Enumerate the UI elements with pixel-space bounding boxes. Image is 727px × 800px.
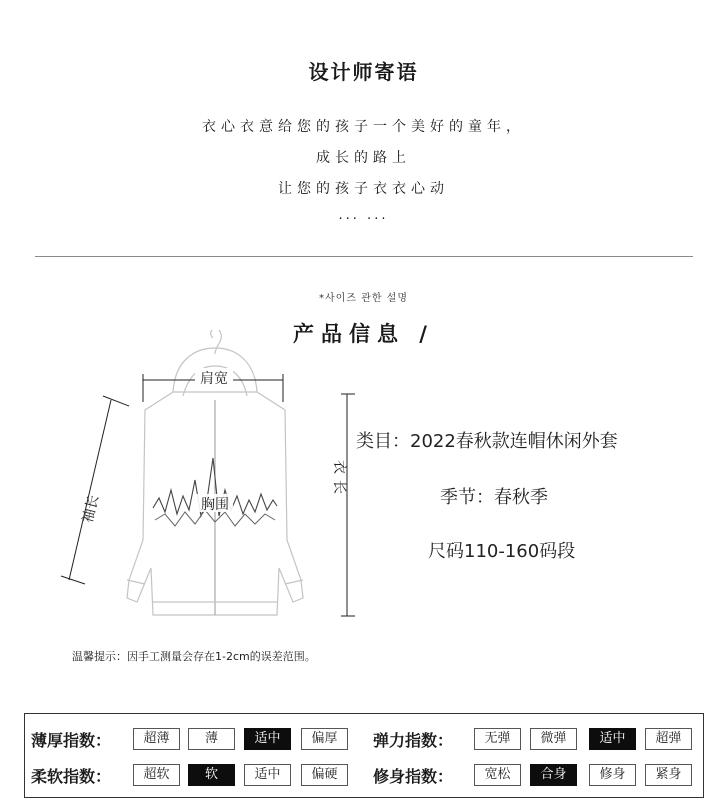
size-subtitle: *사이즈 관한 설명 bbox=[319, 293, 408, 304]
product-season: 季节：春秋季 bbox=[440, 487, 548, 508]
sleeve-label: 袖长 bbox=[79, 493, 103, 525]
designer-title: 设计师寄语 bbox=[308, 60, 419, 84]
thickness-option-medium: 适中 bbox=[244, 728, 291, 750]
softness-index-label: 柔软指数： bbox=[31, 767, 112, 786]
fit-option-slim: 修身 bbox=[589, 764, 636, 786]
designer-line-2: 成长的路上 bbox=[316, 150, 411, 166]
fit-index-label: 修身指数： bbox=[373, 767, 454, 786]
elasticity-index-label: 弹力指数： bbox=[373, 731, 454, 750]
designer-ellipsis: ... ... bbox=[338, 208, 389, 223]
thickness-option-thin: 薄 bbox=[188, 728, 235, 750]
product-size-range: 尺码110-160码段 bbox=[428, 541, 576, 562]
fit-option-loose: 宽松 bbox=[474, 764, 521, 786]
elasticity-option-medium: 适中 bbox=[589, 728, 636, 750]
softness-option-medium: 适中 bbox=[244, 764, 291, 786]
softness-option-firm: 偏硬 bbox=[301, 764, 348, 786]
fit-option-regular: 合身 bbox=[530, 764, 577, 786]
chest-label: 胸围 bbox=[201, 497, 229, 513]
jacket-measurement-diagram bbox=[55, 330, 375, 640]
thickness-option-ultra-thin: 超薄 bbox=[133, 728, 180, 750]
fit-option-tight: 紧身 bbox=[645, 764, 692, 786]
designer-line-1: 衣心衣意给您的孩子一个美好的童年， bbox=[202, 119, 525, 135]
elasticity-option-slight: 微弹 bbox=[530, 728, 577, 750]
elasticity-option-high: 超弹 bbox=[645, 728, 692, 750]
thickness-option-thick: 偏厚 bbox=[301, 728, 348, 750]
elasticity-option-none: 无弹 bbox=[474, 728, 521, 750]
length-label: 衣长 bbox=[331, 460, 347, 500]
softness-option-soft: 软 bbox=[188, 764, 235, 786]
product-category: 类目：2022春秋款连帽休闲外套 bbox=[356, 431, 618, 452]
fabric-index-panel bbox=[24, 713, 704, 798]
section-divider bbox=[35, 256, 693, 257]
product-info-title: 产品信息 / bbox=[293, 322, 434, 346]
softness-option-ultra-soft: 超软 bbox=[133, 764, 180, 786]
designer-line-3: 让您的孩子衣衣心动 bbox=[278, 181, 449, 197]
shoulder-label: 肩宽 bbox=[200, 371, 228, 387]
thickness-index-label: 薄厚指数： bbox=[31, 731, 112, 750]
measurement-note: 温馨提示：因手工测量会存在1-2cm的误差范围。 bbox=[72, 650, 316, 663]
